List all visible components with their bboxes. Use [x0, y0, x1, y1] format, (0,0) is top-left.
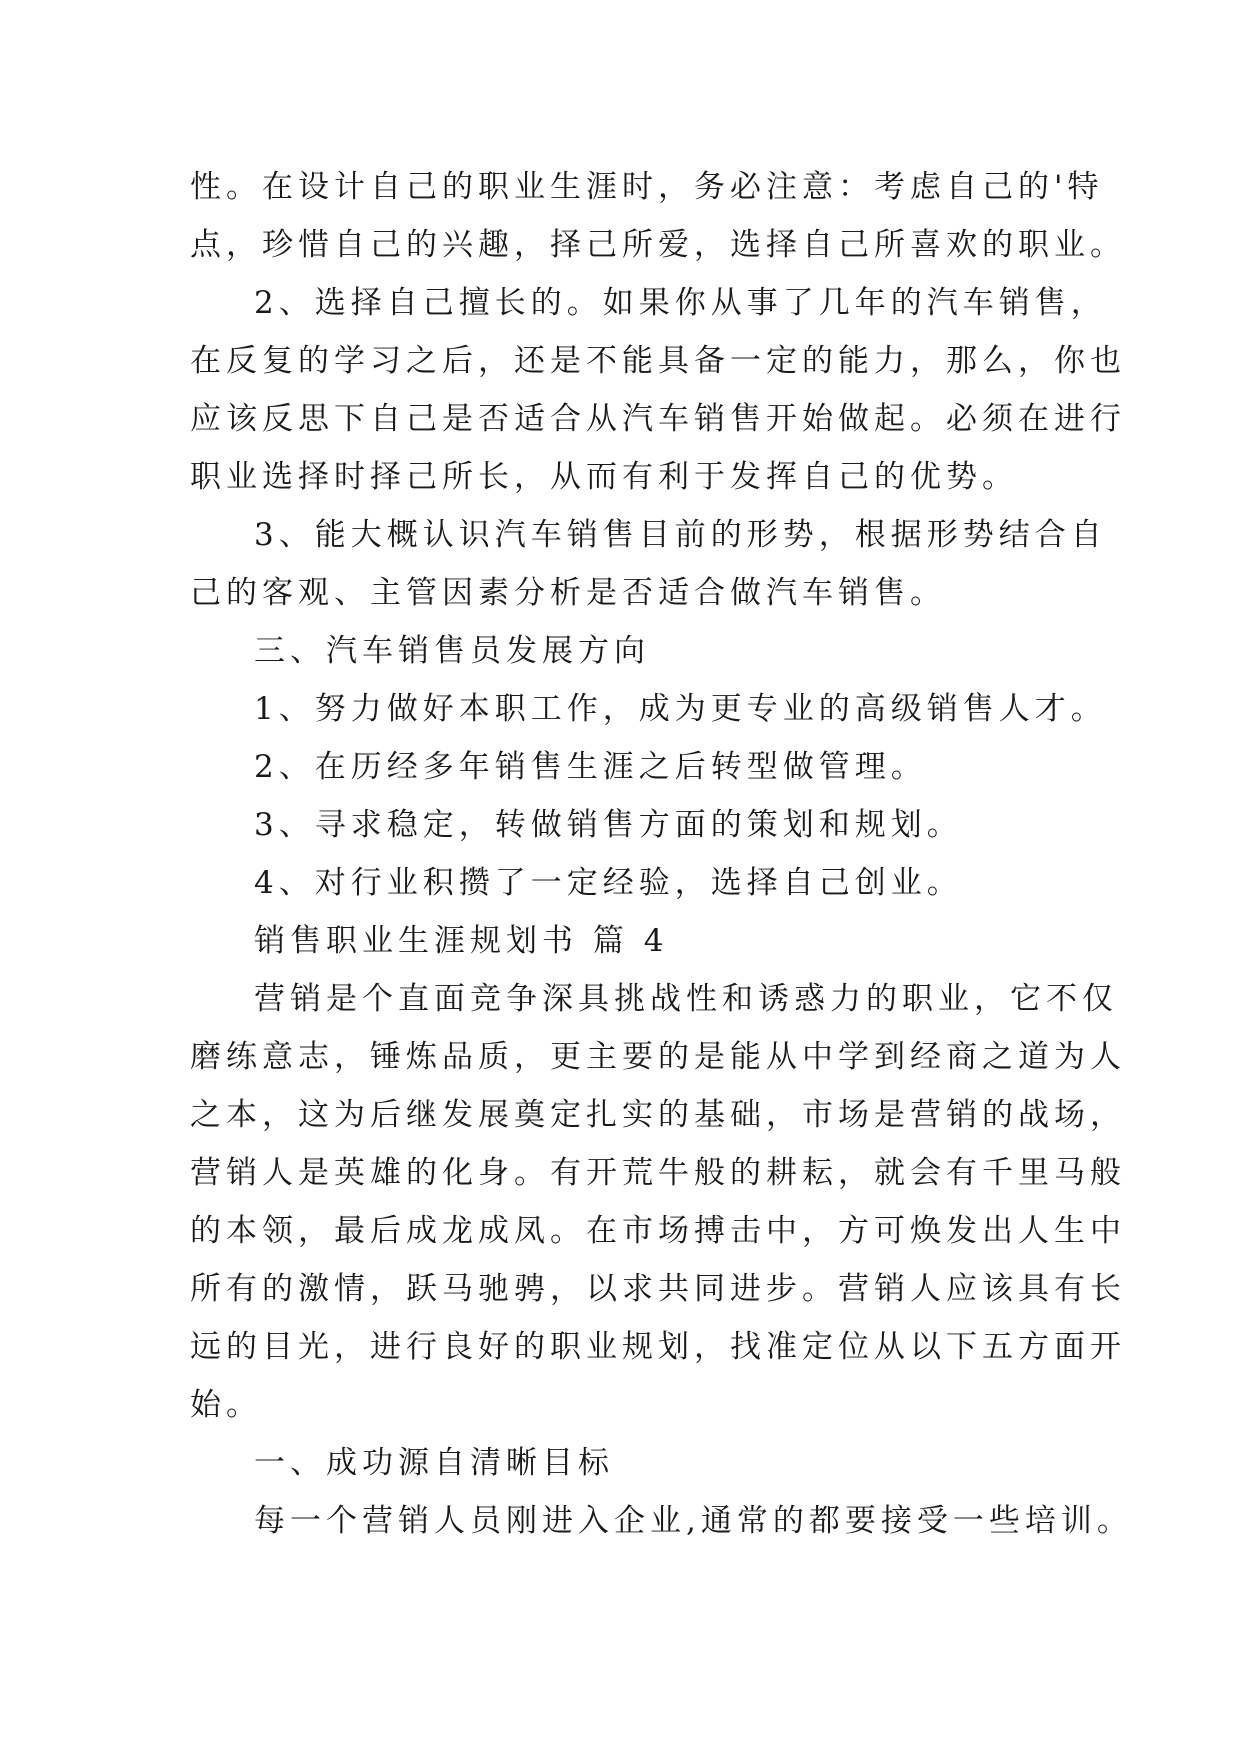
text-line-21: 远的目光，进行良好的职业规划，找准定位从以下五方面开	[190, 1329, 1126, 1365]
text-line-4: 在反复的学习之后，还是不能具备一定的能力，那么，你也	[190, 343, 1126, 379]
section-heading-development-direction: 三、汽车销售员发展方向	[254, 633, 650, 669]
chapter-heading: 销售职业生涯规划书 篇 4	[254, 923, 669, 959]
text-line-2: 点，珍惜自己的兴趣，择己所爱，选择自己所喜欢的职业。	[190, 227, 1126, 263]
text-line-5: 应该反思下自己是否适合从汽车销售开始做起。必须在进行	[190, 401, 1126, 437]
section-heading-clear-goals: 一、成功源自清晰目标	[254, 1445, 614, 1481]
text-line-1: 性。在设计自己的职业生涯时，务必注意：考虑自己的'特	[190, 169, 1104, 205]
text-line-20: 所有的激情，跃马驰骋，以求共同进步。营销人应该具有长	[190, 1271, 1126, 1307]
list-item-4: 4、对行业积攒了一定经验，选择自己创业。	[254, 865, 963, 901]
text-line-15: 营销是个直面竞争深具挑战性和诱惑力的职业，它不仅	[254, 981, 1118, 1017]
text-line-16: 磨练意志，锤炼品质，更主要的是能从中学到经商之道为人	[190, 1039, 1126, 1075]
text-line-3: 2、选择自己擅长的。如果你从事了几年的汽车销售，	[254, 285, 1107, 321]
text-line-17: 之本，这为后继发展奠定扎实的基础，市场是营销的战场，	[190, 1097, 1126, 1133]
text-line-22: 始。	[190, 1387, 262, 1423]
list-item-1: 1、努力做好本职工作，成为更专业的高级销售人才。	[254, 691, 1107, 727]
text-line-8: 己的客观、主管因素分析是否适合做汽车销售。	[190, 575, 946, 611]
text-line-7: 3、能大概认识汽车销售目前的形势，根据形势结合自	[254, 517, 1107, 553]
document-body	[190, 158, 1133, 1550]
text-line-6: 职业选择时择己所长，从而有利于发挥自己的优势。	[190, 459, 1018, 495]
text-line-19: 的本领，最后成龙成凤。在市场搏击中，方可焕发出人生中	[190, 1213, 1126, 1249]
text-line-24: 每一个营销人员刚进入企业,通常的都要接受一些培训。	[254, 1503, 1133, 1539]
list-item-3: 3、寻求稳定，转做销售方面的策划和规划。	[254, 807, 963, 843]
list-item-2: 2、在历经多年销售生涯之后转型做管理。	[254, 749, 927, 785]
text-line-18: 营销人是英雄的化身。有开荒牛般的耕耘，就会有千里马般	[190, 1155, 1126, 1191]
